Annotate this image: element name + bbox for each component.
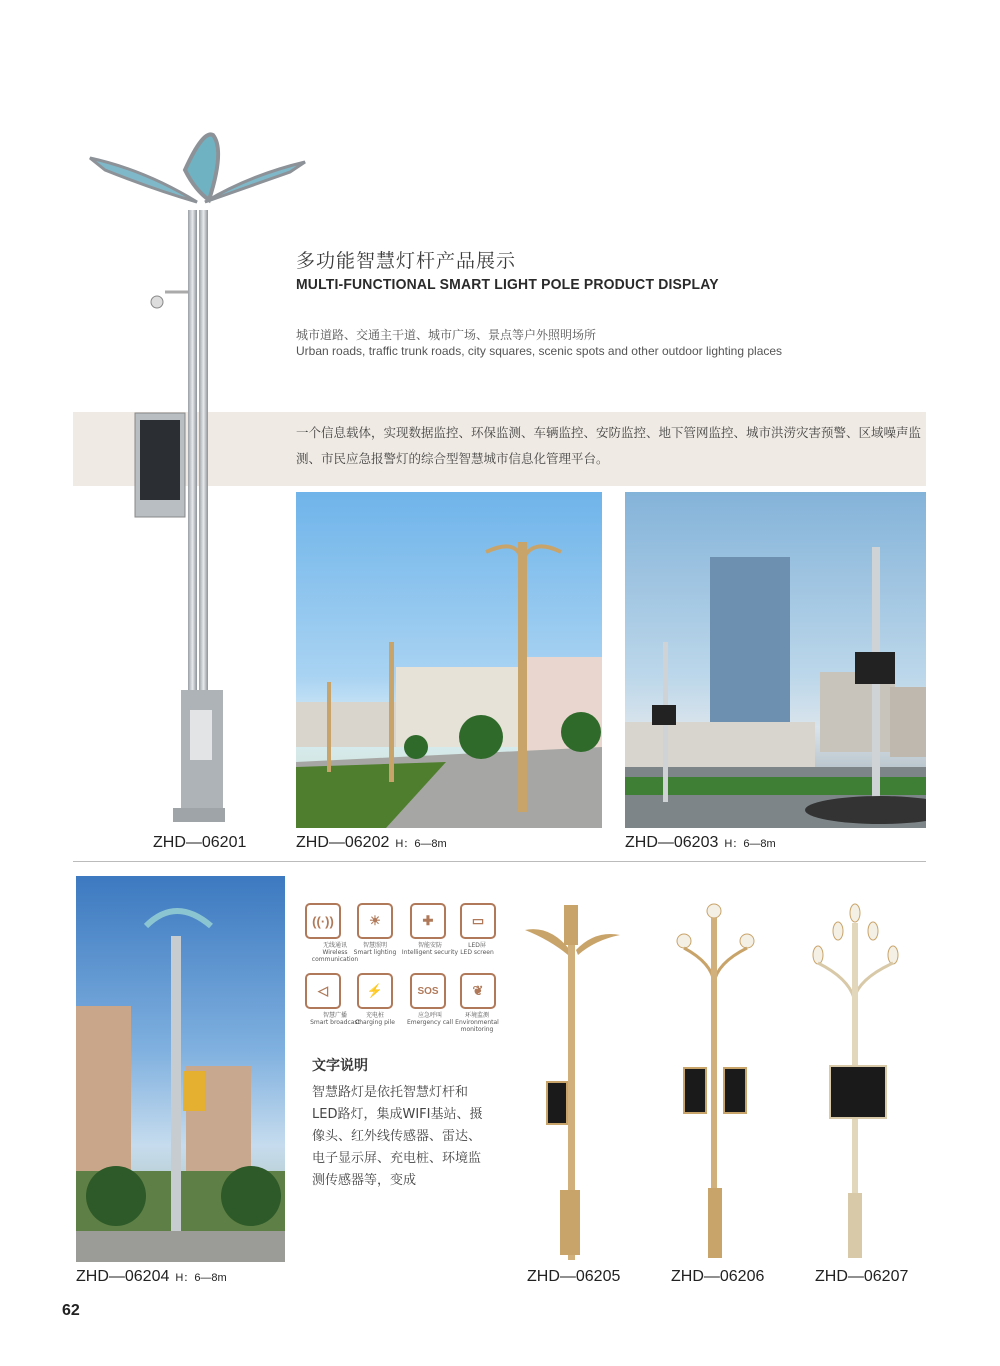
product-image-06205 <box>520 900 625 1265</box>
height-spec: H：6—8m <box>395 838 447 850</box>
height-spec: H：6—8m <box>724 838 776 850</box>
feature-item: ⚡ 充电桩 Charging pile <box>345 973 415 1026</box>
subtitle-cn: 城市道路、交通主干道、城市广场、景点等户外照明场所 <box>296 328 597 342</box>
description-title: 文字说明 <box>312 1058 368 1074</box>
screen-icon: ▭ <box>460 903 496 939</box>
model-code: ZHD—06205 <box>527 1268 621 1285</box>
feature-item: SOS 应急呼叫 Emergency call <box>395 973 465 1026</box>
model-label-06201 <box>153 834 246 852</box>
height-spec: H：6—8m <box>175 1272 227 1284</box>
description-body: 智慧路灯是依托智慧灯杆和LED路灯，集成WIFI基站、摄像头、红外线传感器、雷达、电子显示屏、充电桩、环境监测传感器等，变成 <box>312 1085 483 1188</box>
product-image-06207 <box>808 903 903 1263</box>
model-code: ZHD—06207 <box>815 1268 909 1285</box>
model-label-06203 <box>625 834 776 852</box>
feature-item: ◁ 智慧广播 Smart broadcast <box>300 973 370 1026</box>
megaphone-icon: ◁ <box>305 973 341 1009</box>
info-band-text: 一个信息载体，实现数据监控、环保监测、车辆监控、安防监控、地下管网监控、城市洪涝灾害预警、区域噪声监测、市民应急报警灯的综合型智慧城市信息化管理平台。 <box>296 425 922 466</box>
feature-item: ✚ 智能安防 Intelligent security <box>395 903 465 956</box>
model-label-06206 <box>671 1268 764 1286</box>
model-label-06204 <box>76 1268 227 1286</box>
product-photo-06203 <box>625 492 926 828</box>
shield-icon: ✚ <box>410 903 446 939</box>
product-photo-06202 <box>296 492 602 828</box>
charging-icon: ⚡ <box>357 973 393 1009</box>
page-title-cn: 多功能智慧灯杆产品展示 <box>296 250 517 272</box>
wifi-icon: ((·)) <box>305 903 341 939</box>
bulb-icon: ☀ <box>357 903 393 939</box>
section-divider <box>73 861 926 862</box>
leaf-icon: ❦ <box>460 973 496 1009</box>
page-number: 62 <box>62 1302 80 1319</box>
model-code: ZHD—06206 <box>671 1268 765 1285</box>
product-image-06201 <box>85 130 310 825</box>
page-title-en: MULTI-FUNCTIONAL SMART LIGHT POLE PRODUCT DISPLAY <box>296 276 719 293</box>
sos-icon: SOS <box>410 973 446 1009</box>
feature-item: ☀ 智慧照明 Smart lighting <box>345 903 415 956</box>
product-image-06206 <box>672 903 762 1263</box>
model-code: ZHD—06202 <box>296 834 390 851</box>
model-label-06202 <box>296 834 447 852</box>
model-label-06207 <box>815 1268 908 1286</box>
product-photo-06204 <box>76 876 285 1262</box>
feature-item: ((·)) 无线通讯 Wireless communication <box>300 903 370 963</box>
model-code: ZHD—06201 <box>153 834 247 851</box>
model-label-06205 <box>527 1268 620 1286</box>
feature-item: ▭ LED屏 LED screen <box>445 903 515 956</box>
feature-item: ❦ 环境监测 Environmental monitoring <box>445 973 515 1033</box>
model-code: ZHD—06203 <box>625 834 719 851</box>
subtitle-en: Urban roads, traffic trunk roads, city squares, scenic spots and other outdoor lighting places <box>296 344 783 358</box>
model-code: ZHD—06204 <box>76 1268 170 1285</box>
